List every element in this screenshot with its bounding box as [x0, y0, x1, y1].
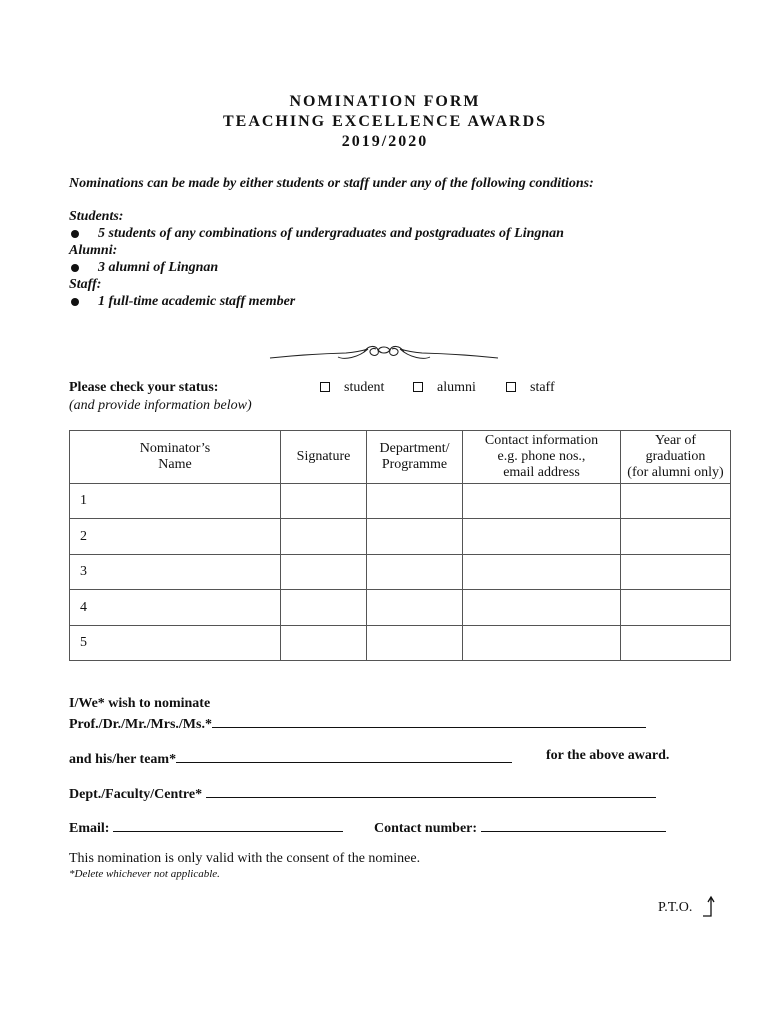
delete-note: *Delete whichever not applicable. — [69, 868, 220, 880]
status-option-student[interactable]: student — [320, 380, 384, 396]
student-checkbox[interactable] — [320, 382, 330, 392]
year-cell[interactable] — [621, 555, 731, 590]
nominee-name-line[interactable] — [212, 713, 646, 728]
status-option-staff[interactable]: staff — [506, 380, 555, 396]
bullet-icon — [71, 264, 79, 272]
email-field: Email: — [69, 817, 343, 837]
year-cell[interactable] — [621, 519, 731, 555]
nominator-name-cell[interactable]: 1 — [70, 484, 281, 519]
department-cell[interactable] — [367, 484, 463, 519]
department-cell[interactable] — [367, 626, 463, 661]
status-sublabel: (and provide information below) — [69, 398, 252, 413]
status-option-alumni[interactable]: alumni — [413, 380, 476, 396]
award-year: 2019/2020 — [341, 133, 429, 150]
header-department: Department/ Programme — [367, 431, 463, 484]
nominator-table — [69, 430, 731, 661]
staff-checkbox[interactable] — [506, 382, 516, 392]
table-row — [70, 626, 731, 661]
form-title: NOMINATION FORM — [289, 93, 481, 110]
bullet-icon — [71, 298, 79, 306]
nominator-name-cell[interactable]: 4 — [70, 590, 281, 626]
staff-heading: Staff: — [69, 277, 102, 292]
award-title: TEACHING EXCELLENCE AWARDS — [222, 113, 548, 130]
students-condition: 5 students of any combinations of undergraduates and postgraduates of Lingnan — [69, 226, 564, 242]
department-cell[interactable] — [367, 590, 463, 626]
alumni-condition: 3 alumni of Lingnan — [69, 260, 218, 276]
table-row — [70, 590, 731, 626]
table-header-row — [70, 431, 731, 484]
table-row — [70, 555, 731, 590]
nominator-name-cell[interactable]: 3 — [70, 555, 281, 590]
consent-note: This nomination is only valid with the consent of the nominee. — [69, 851, 421, 866]
contact-cell[interactable] — [463, 626, 621, 661]
nominate-intro: I/We* wish to nominate — [69, 696, 211, 711]
signature-cell[interactable] — [281, 626, 367, 661]
contact-cell[interactable] — [463, 519, 621, 555]
pto-label: P.T.O. — [658, 900, 693, 915]
intro-text: Nominations can be made by either students or staff under any of the following conditions: — [69, 176, 594, 191]
department-cell[interactable] — [367, 555, 463, 590]
students-heading: Students: — [69, 209, 124, 224]
header-year-of-graduation: Year of graduation (for alumni only) — [621, 431, 731, 484]
arrow-up-icon — [702, 895, 716, 917]
contact-number-line[interactable] — [481, 817, 666, 832]
contact-cell[interactable] — [463, 484, 621, 519]
header-nominator-name: Nominator’s Name — [70, 431, 281, 484]
table-row — [70, 519, 731, 555]
team-suffix: for the above award. — [546, 748, 670, 763]
signature-cell[interactable] — [281, 484, 367, 519]
bullet-icon — [71, 230, 79, 238]
contact-cell[interactable] — [463, 555, 621, 590]
alumni-heading: Alumni: — [69, 243, 118, 258]
header-signature: Signature — [281, 431, 367, 484]
contact-cell[interactable] — [463, 590, 621, 626]
dept-line[interactable] — [206, 783, 656, 798]
contact-number-field: Contact number: — [374, 817, 666, 837]
nominee-title-field: Prof./Dr./Mr./Mrs./Ms.* — [69, 713, 646, 733]
year-cell[interactable] — [621, 590, 731, 626]
staff-condition: 1 full-time academic staff member — [69, 294, 295, 310]
department-cell[interactable] — [367, 519, 463, 555]
year-cell[interactable] — [621, 626, 731, 661]
nominator-name-cell[interactable]: 2 — [70, 519, 281, 555]
table-row — [70, 484, 731, 519]
dept-field: Dept./Faculty/Centre* — [69, 783, 656, 803]
header-contact: Contact information e.g. phone nos., email address — [463, 431, 621, 484]
email-line[interactable] — [113, 817, 343, 832]
signature-cell[interactable] — [281, 519, 367, 555]
signature-cell[interactable] — [281, 590, 367, 626]
year-cell[interactable] — [621, 484, 731, 519]
status-label: Please check your status: — [69, 380, 219, 395]
team-field: and his/her team* — [69, 748, 512, 768]
nominator-name-cell[interactable]: 5 — [70, 626, 281, 661]
signature-cell[interactable] — [281, 555, 367, 590]
team-name-line[interactable] — [176, 748, 512, 763]
flourish-divider-icon — [268, 344, 500, 364]
alumni-checkbox[interactable] — [413, 382, 423, 392]
